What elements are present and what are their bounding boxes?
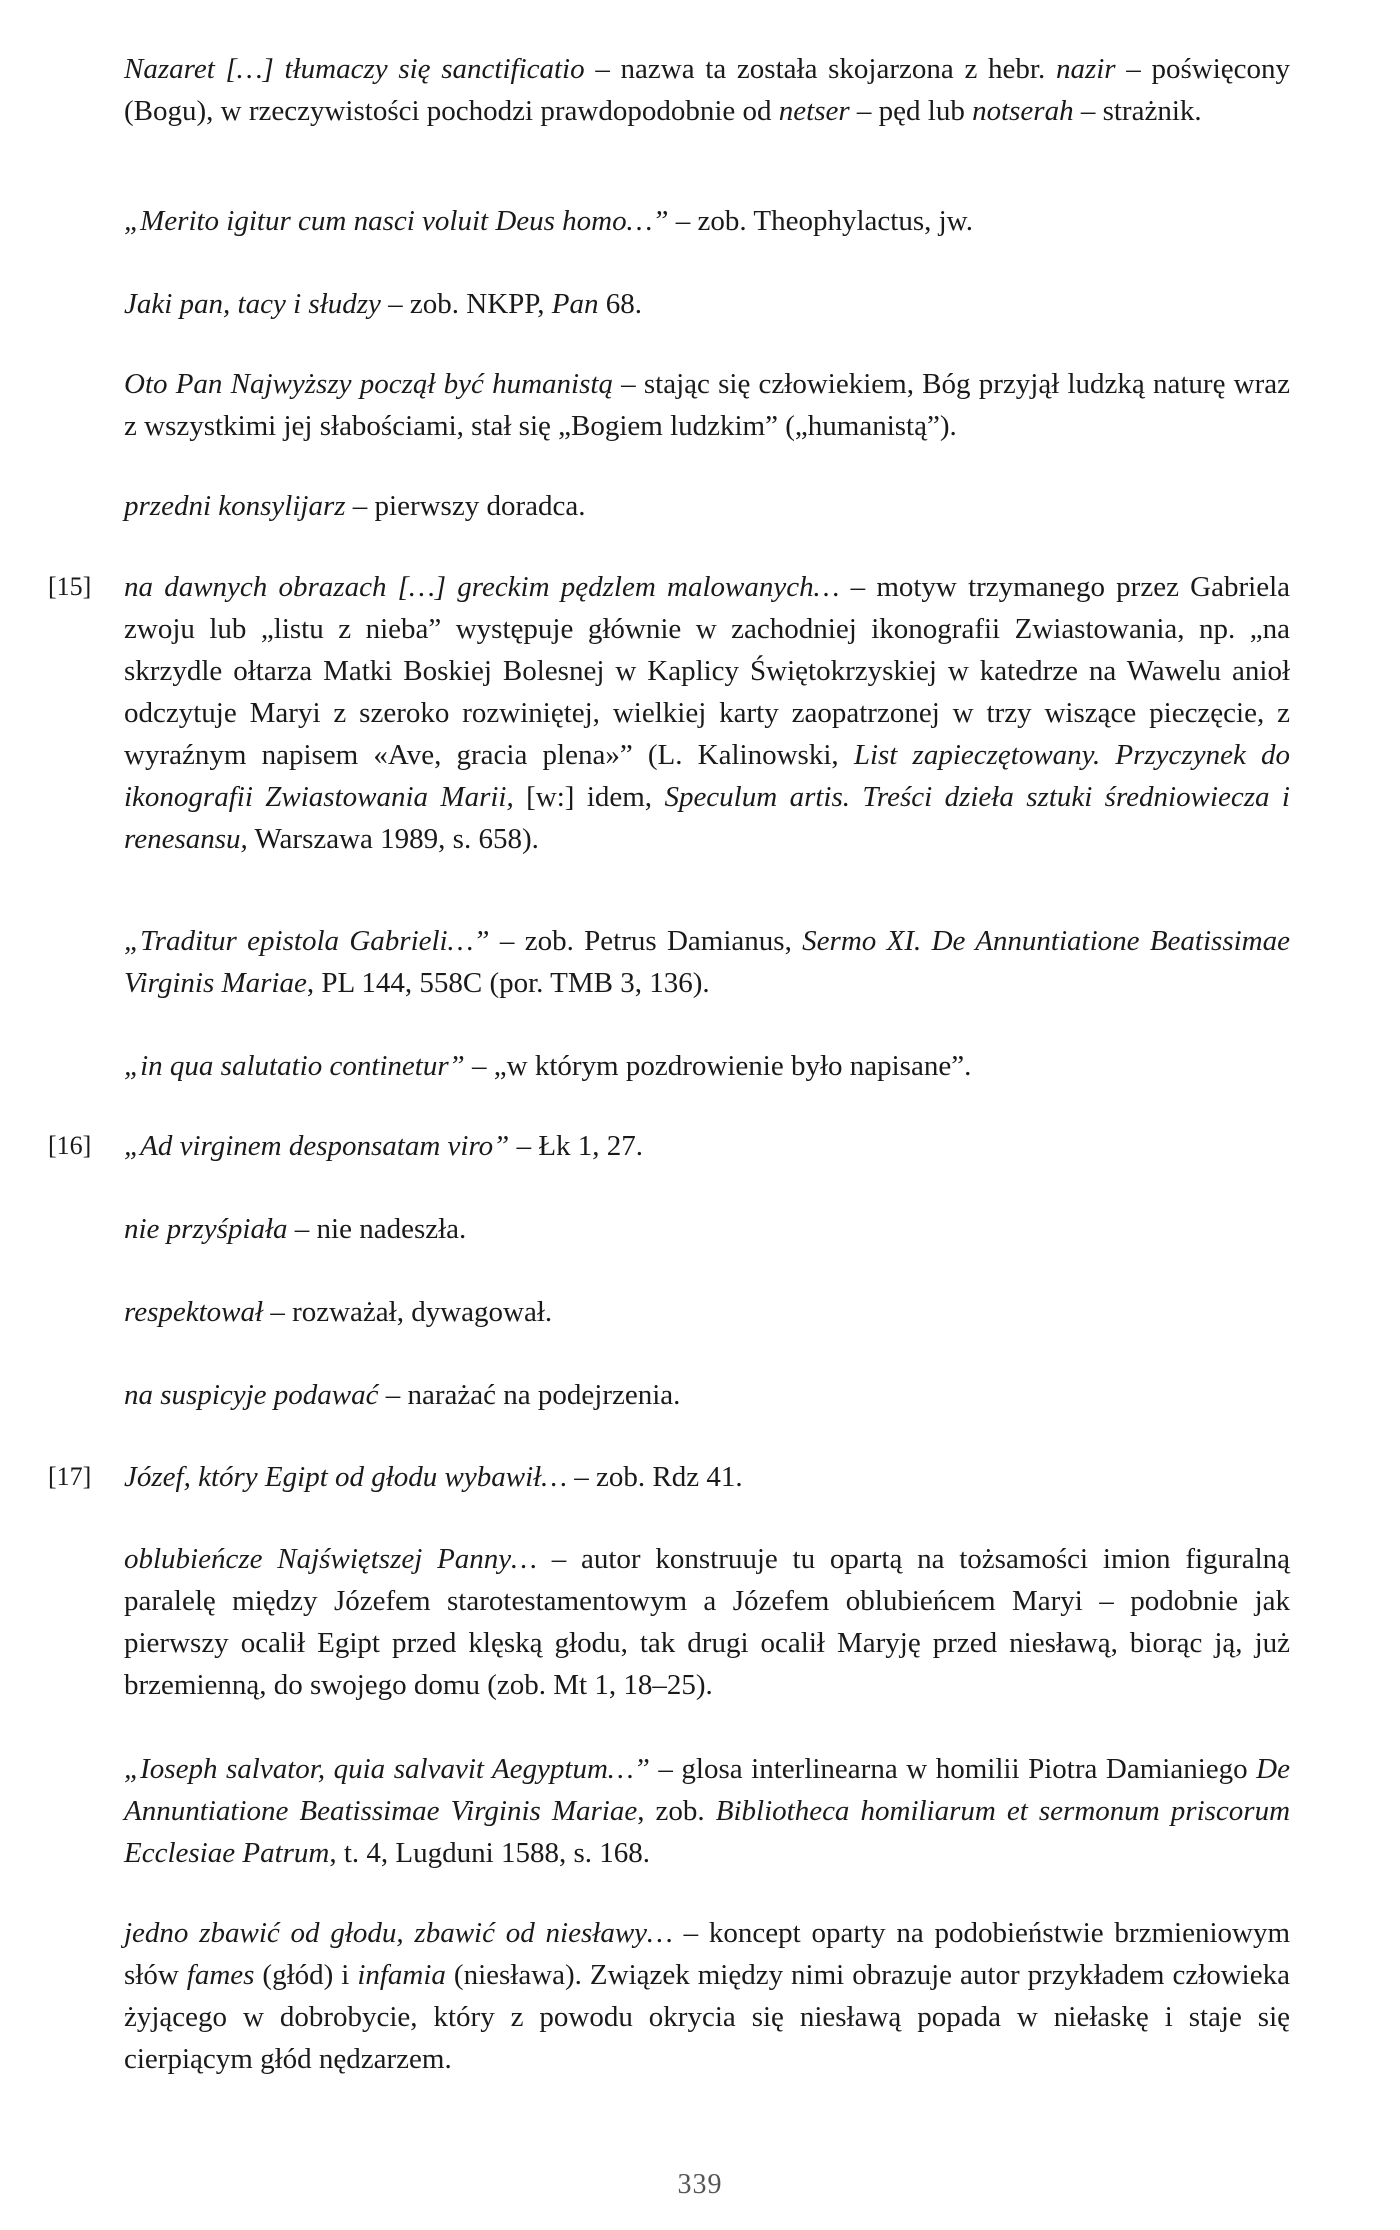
- note-paragraph: [124, 1125, 1290, 1167]
- note-paragraph: [124, 1045, 1290, 1087]
- note-text-segment: – narażać na podejrzenia.: [378, 1379, 681, 1411]
- note-paragraph: [124, 1912, 1290, 2080]
- note-lemma: „Ad virginem desponsatam viro”: [124, 1130, 510, 1162]
- note-text-segment: – strażnik.: [1073, 95, 1202, 127]
- note-italic-segment: fames: [186, 1959, 255, 1991]
- note-italic-segment: infamia: [357, 1959, 446, 1991]
- note-paragraph: [124, 200, 1290, 242]
- note-italic-segment: Pan: [551, 288, 599, 320]
- note-lemma: Nazaret […] tłumaczy się sanctificatio: [124, 53, 585, 85]
- note-paragraph: [124, 1456, 1290, 1498]
- note-text-segment: – motyw trzymanego przez Gabriela zwoju lub „listu z nieba” występuje głównie w zachodniej ikonografii Zwiastowania, np. „na skrzydle ołtarza Matki Boskiej Bolesnej w Kaplicy Świętokrzyskiej w katedrze na Wawelu anioł odczytuje Maryi z szeroko rozwiniętej, wielkiej karty zaopatrzonej w trzy wiszące pieczęcie, z wyraźnym napisem «Ave, gracia plena»” (L. Kalinowski,: [124, 571, 1290, 771]
- note-text-segment: , PL 144, 558C (por. TMB 3, 136).: [306, 967, 710, 999]
- note-paragraph: [124, 566, 1290, 860]
- note-paragraph: [124, 1748, 1290, 1874]
- note-text-segment: [w:] idem,: [513, 781, 665, 813]
- note-italic-segment: nazir: [1055, 53, 1116, 85]
- note-text-segment: (głód) i: [254, 1959, 358, 1991]
- note-paragraph: [124, 485, 1290, 527]
- note-lemma: Józef, który Egipt od głodu wybawił…: [124, 1461, 568, 1493]
- note-text-segment: – poświęcony (Bogu), w rzeczywistości pochodzi prawdopodobnie od: [124, 53, 1291, 127]
- note-text-segment: (niesława). Związek między nimi obrazuje autor przykładem człowieka żyjącego w dobrobycie, który z powodu okrycia się niesławą popada w niełaskę i staje się cierpiącym głód nędzarzem.: [124, 1959, 1290, 2075]
- note-text-segment: – pierwszy doradca.: [345, 490, 586, 522]
- note-lemma: respektował: [124, 1296, 264, 1328]
- note-lemma: Oto Pan Najwyższy począł być humanistą: [124, 368, 613, 400]
- note-text-segment: – zob. NKPP,: [380, 288, 552, 320]
- note-lemma: „in qua salutatio continetur”: [124, 1050, 465, 1082]
- note-text-segment: , t. 4, Lugduni 1588, s. 168.: [329, 1837, 650, 1869]
- note-paragraph: [124, 920, 1290, 1004]
- note-italic-segment: netser: [778, 95, 850, 127]
- note-lemma: Jaki pan, tacy i słudzy: [124, 288, 381, 320]
- note-text-segment: – „w którym pozdrowienie było napisane”.: [464, 1050, 972, 1082]
- note-lemma: na dawnych obrazach […] greckim pędzlem malowanych…: [124, 571, 840, 603]
- note-number: [15]: [48, 572, 92, 601]
- note-italic-segment: Sermo XI. De Annuntiatione Beatissimae Virginis Mariae: [124, 925, 1290, 999]
- note-text-segment: – Łk 1, 27.: [509, 1130, 644, 1162]
- note-lemma: nie przyśpiała: [124, 1213, 288, 1245]
- note-text-segment: Warszawa 1989, s. 658).: [247, 823, 539, 855]
- note-number: [17]: [48, 1462, 92, 1491]
- note-text-segment: – zob. Theophylactus, jw.: [668, 205, 973, 237]
- note-paragraph: [124, 283, 1290, 325]
- note-text-segment: – zob. Petrus Damianus,: [489, 925, 803, 957]
- note-paragraph: [124, 1208, 1290, 1250]
- note-text-segment: – stając się człowiekiem, Bóg przyjął ludzką naturę wraz z wszystkimi jej słabościami, stał się „Bogiem ludzkim” („humanistą”).: [124, 368, 1290, 442]
- note-text-segment: – koncept oparty na podobieństwie brzmieniowym słów: [124, 1917, 1290, 1991]
- note-paragraph: [124, 1374, 1290, 1416]
- note-text-segment: – rozważał, dywagował.: [263, 1296, 553, 1328]
- note-lemma: jedno zbawić od głodu, zbawić od niesławy…: [124, 1917, 673, 1949]
- note-italic-segment: List zapieczętowany. Przyczynek do ikonografii Zwiastowania Marii,: [124, 739, 1290, 813]
- note-text-segment: 68.: [598, 288, 642, 320]
- note-paragraph: [124, 1291, 1290, 1333]
- note-text-segment: – glosa interlinearna w homilii Piotra Damianiego: [649, 1753, 1257, 1785]
- note-lemma: „Merito igitur cum nasci voluit Deus homo…”: [124, 205, 669, 237]
- note-paragraph: [124, 48, 1290, 132]
- note-text-segment: – pęd lub: [849, 95, 973, 127]
- note-lemma: „Ioseph salvator, quia salvavit Aegyptum…”: [124, 1753, 650, 1785]
- note-text-segment: , zob.: [637, 1795, 716, 1827]
- note-text-segment: – nazwa ta została skojarzona z hebr.: [584, 53, 1056, 85]
- note-lemma: „Traditur epistola Gabrieli…”: [124, 925, 490, 957]
- note-text-segment: – nie nadeszła.: [287, 1213, 467, 1245]
- note-italic-segment: De Annuntiatione Beatissimae Virginis Mariae: [124, 1753, 1290, 1827]
- note-number: [16]: [48, 1131, 92, 1160]
- note-text-segment: – autor konstruuje tu opartą na tożsamości imion figuralną paralelę między Józefem starotestamentowym a Józefem oblubieńcem Maryi – podobnie jak pierwszy ocalił Egipt przed klęską głodu, tak drugi ocalił Maryję przed niesławą, biorąc ją, już brzemienną, do swojego domu (zob. Mt 1, 18–25).: [124, 1543, 1290, 1701]
- note-italic-segment: notserah: [972, 95, 1074, 127]
- note-italic-segment: Bibliotheca homiliarum et sermonum priscorum Ecclesiae Patrum: [124, 1795, 1291, 1869]
- note-paragraph: [124, 1538, 1290, 1706]
- note-lemma: oblubieńcze Najświętszej Panny…: [124, 1543, 537, 1575]
- note-paragraph: [124, 363, 1290, 447]
- note-text-segment: – zob. Rdz 41.: [567, 1461, 743, 1493]
- page-number: 339: [677, 2169, 723, 2200]
- note-lemma: na suspicyje podawać: [124, 1379, 379, 1411]
- note-lemma: przedni konsylijarz: [124, 490, 346, 522]
- note-italic-segment: Speculum artis. Treści dzieła sztuki średniowiecza i renesansu,: [124, 781, 1290, 855]
